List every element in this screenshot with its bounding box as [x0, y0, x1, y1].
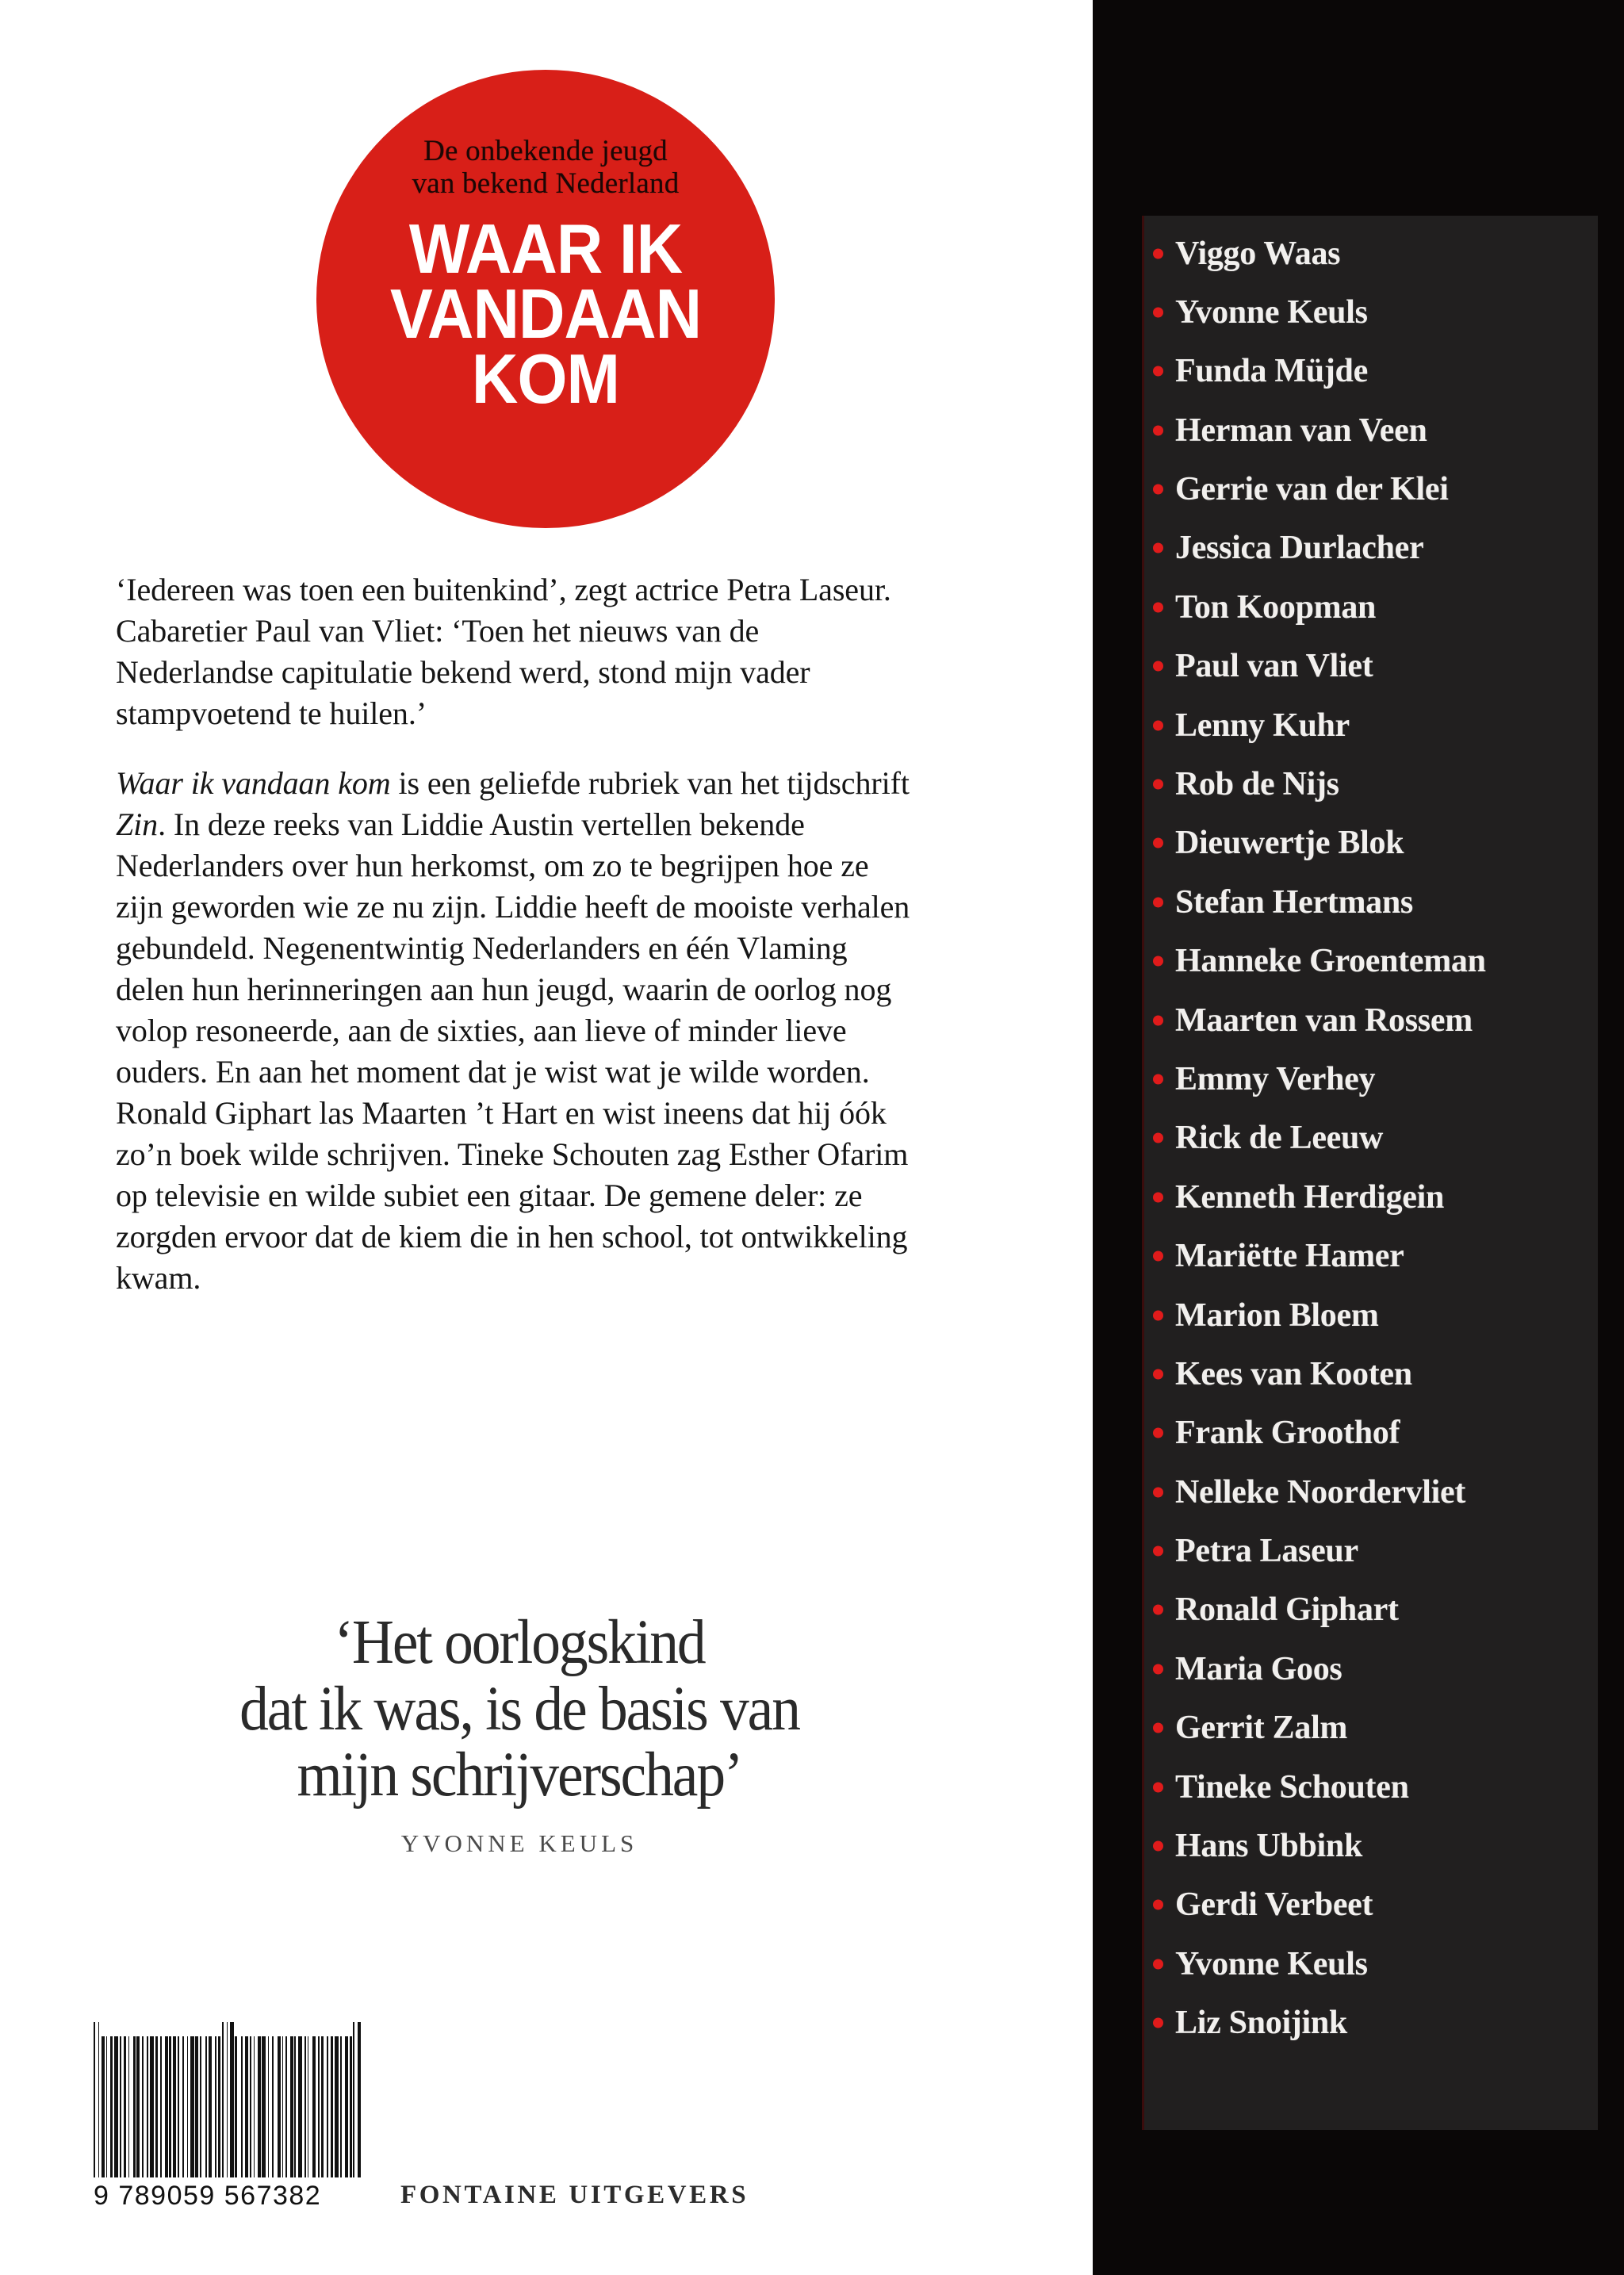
contributor-name: Kenneth Herdigein — [1175, 1178, 1445, 1216]
bullet-icon — [1153, 366, 1163, 377]
contributor-name: Paul van Vliet — [1175, 648, 1373, 685]
title-badge — [316, 70, 775, 528]
pull-quote-line2: dat ik was, is de basis van — [239, 1674, 799, 1744]
bullet-icon — [1153, 897, 1163, 907]
contributor-item — [1148, 1172, 1624, 1222]
blurb-paragraph-1: ‘Iedereen was toen een buitenkind’, zegt actrice Petra Laseur. Cabaretier Paul van Vliet: ‘Toen het nieuws van de Nederlandse capitulatie bekend werd, stond mijn vader stampvoetend te huilen.’ — [116, 572, 891, 731]
bullet-icon — [1153, 1074, 1163, 1084]
bullet-icon — [1153, 1133, 1163, 1143]
bullet-icon — [1153, 720, 1163, 730]
contributor-item — [1148, 642, 1624, 691]
bullet-icon — [1153, 602, 1163, 612]
bullet-icon — [1153, 838, 1163, 848]
contributor-name: Stefan Hertmans — [1175, 883, 1413, 921]
contributor-item — [1148, 1349, 1624, 1399]
bullet-icon — [1153, 1841, 1163, 1852]
bullet-icon — [1153, 2018, 1163, 2028]
contributor-name: Lenny Kuhr — [1175, 707, 1350, 744]
contributors-list — [1148, 228, 1624, 2057]
badge-title-line2: VANDAAN — [389, 274, 702, 353]
contributor-item — [1148, 1762, 1624, 1812]
badge-title-line1: WAAR IK — [408, 209, 683, 288]
bullet-icon — [1153, 1369, 1163, 1379]
bullet-icon — [1153, 248, 1163, 259]
blurb-text — [116, 569, 917, 1299]
contributor-item — [1148, 1113, 1624, 1163]
contributor-name: Ton Koopman — [1175, 588, 1377, 626]
contributor-name: Funda Müjde — [1175, 353, 1368, 390]
contributor-item — [1148, 1290, 1624, 1340]
contributor-item — [1148, 287, 1624, 337]
badge-tagline-line1: De onbekende jeugd — [423, 135, 668, 167]
bullet-icon — [1153, 1664, 1163, 1674]
contributor-item — [1148, 936, 1624, 986]
publisher-name: FONTAINE UITGEVERS — [400, 2181, 749, 2209]
bullet-icon — [1153, 779, 1163, 790]
contributor-item — [1148, 1467, 1624, 1517]
contributor-item — [1148, 347, 1624, 396]
bullet-icon — [1153, 1959, 1163, 1969]
contributor-item — [1148, 1585, 1624, 1635]
barcode — [94, 2022, 363, 2212]
contributor-name: Gerdi Verbeet — [1175, 1886, 1373, 1924]
contributor-name: Ronald Giphart — [1175, 1591, 1399, 1629]
contributor-item — [1148, 582, 1624, 632]
contributor-name: Rick de Leeuw — [1175, 1120, 1384, 1157]
blurb-paragraph-2 — [116, 763, 917, 1299]
contributor-name: Frank Groothof — [1175, 1415, 1400, 1452]
bullet-icon — [1153, 956, 1163, 967]
contributor-item — [1148, 465, 1624, 515]
barcode-digits: 9 789059 567382 — [94, 2181, 322, 2211]
contributor-name: Liz Snoijink — [1175, 2005, 1347, 2042]
contributor-item — [1148, 1231, 1624, 1281]
contributor-item — [1148, 1644, 1624, 1694]
contributor-item — [1148, 228, 1624, 278]
bullet-icon — [1153, 307, 1163, 317]
pull-quote-text — [124, 1610, 914, 1809]
contributor-item — [1148, 1998, 1624, 2048]
contributor-item — [1148, 1408, 1624, 1458]
contributor-name: Yvonne Keuls — [1175, 293, 1368, 331]
contributor-name: Hanneke Groenteman — [1175, 943, 1486, 980]
contributor-item — [1148, 1703, 1624, 1753]
contributor-item — [1148, 523, 1624, 573]
bullet-icon — [1153, 1900, 1163, 1910]
bullet-icon — [1153, 1251, 1163, 1262]
contributor-item — [1148, 760, 1624, 810]
pull-quote — [95, 1610, 944, 1858]
contributor-name: Mariëtte Hamer — [1175, 1238, 1404, 1275]
bullet-icon — [1153, 1782, 1163, 1792]
contributor-name: Viggo Waas — [1175, 235, 1341, 272]
bullet-icon — [1153, 1428, 1163, 1438]
blurb-p2-run2: . In deze reeks van Liddie Austin vertellen bekende Nederlanders over hun herkomst, om zo te begrijpen hoe ze zijn geworden wie ze nu zijn. Liddie heeft de mooiste verhalen gebundeld. Negenentwintig Nederlanders en één Vlaming delen hun herinneringen aan hun jeugd, waarin de oorlog nog volop resoneerde, aan de sixties, aan lieve of minder lieve ouders. En aan het moment dat je wist wat je wilde worden. Ronald Giphart las Maarten ’t Hart en wist ineens dat hij óók zo’n boek wilde schrijven. Tineke Schouten zag Esther Ofarim op televisie en wilde subiet een gitaar. De gemene deler: ze zorgden ervoor dat de kiem die in hen school, tot ontwikkeling kwam. — [116, 806, 910, 1296]
contributor-name: Maarten van Rossem — [1175, 1002, 1473, 1039]
contributor-item — [1148, 877, 1624, 927]
bullet-icon — [1153, 543, 1163, 553]
contributor-name: Gerrie van der Klei — [1175, 471, 1449, 508]
bullet-icon — [1153, 1723, 1163, 1733]
contributor-item — [1148, 1880, 1624, 1930]
contributor-item — [1148, 1821, 1624, 1871]
bullet-icon — [1153, 425, 1163, 435]
contributor-name: Tineke Schouten — [1175, 1768, 1409, 1806]
bullet-icon — [1153, 1487, 1163, 1497]
badge-tagline — [316, 135, 775, 201]
contributor-item — [1148, 818, 1624, 868]
bullet-icon — [1153, 484, 1163, 495]
contributor-name: Nelleke Noordervliet — [1175, 1473, 1466, 1511]
contributor-item — [1148, 700, 1624, 750]
pull-quote-line3: mijn schrijverschap’ — [297, 1741, 742, 1810]
bullet-icon — [1153, 1546, 1163, 1557]
badge-title — [316, 209, 775, 418]
contributor-name: Jessica Durlacher — [1175, 530, 1424, 567]
contributor-name: Herman van Veen — [1175, 412, 1427, 449]
bullet-icon — [1153, 661, 1163, 672]
contributor-name: Kees van Kooten — [1175, 1355, 1412, 1392]
bullet-icon — [1153, 1015, 1163, 1025]
contributor-name: Rob de Nijs — [1175, 766, 1339, 803]
contributor-item — [1148, 1526, 1624, 1576]
bullet-icon — [1153, 1310, 1163, 1320]
contributor-name: Dieuwertje Blok — [1175, 825, 1404, 862]
contributor-item — [1148, 1054, 1624, 1104]
blurb-p2-run1: is een geliefde rubriek van het tijdschrift — [390, 765, 910, 801]
contributor-item — [1148, 405, 1624, 455]
pull-quote-line1: ‘Het oorlogskind — [334, 1608, 705, 1677]
contributor-name: Marion Bloem — [1175, 1296, 1379, 1334]
contributor-item — [1148, 995, 1624, 1045]
contributor-name: Maria Goos — [1175, 1650, 1342, 1687]
bullet-icon — [1153, 1605, 1163, 1615]
blurb-magazine-title: Zin — [116, 806, 159, 842]
blurb-series-title: Waar ik vandaan kom — [116, 765, 391, 801]
pull-quote-attribution: YVONNE KEULS — [400, 1829, 638, 1858]
contributor-name: Petra Laseur — [1175, 1533, 1358, 1570]
contributor-item — [1148, 1939, 1624, 1989]
contributor-name: Yvonne Keuls — [1175, 1945, 1368, 1982]
contributor-name: Hans Ubbink — [1175, 1828, 1363, 1865]
contributor-name: Gerrit Zalm — [1175, 1710, 1348, 1747]
bullet-icon — [1153, 1192, 1163, 1202]
barcode-bars — [94, 2022, 363, 2177]
contributor-name: Emmy Verhey — [1175, 1060, 1376, 1097]
badge-tagline-line2: van bekend Nederland — [412, 167, 680, 201]
badge-title-line3: KOM — [471, 339, 620, 418]
